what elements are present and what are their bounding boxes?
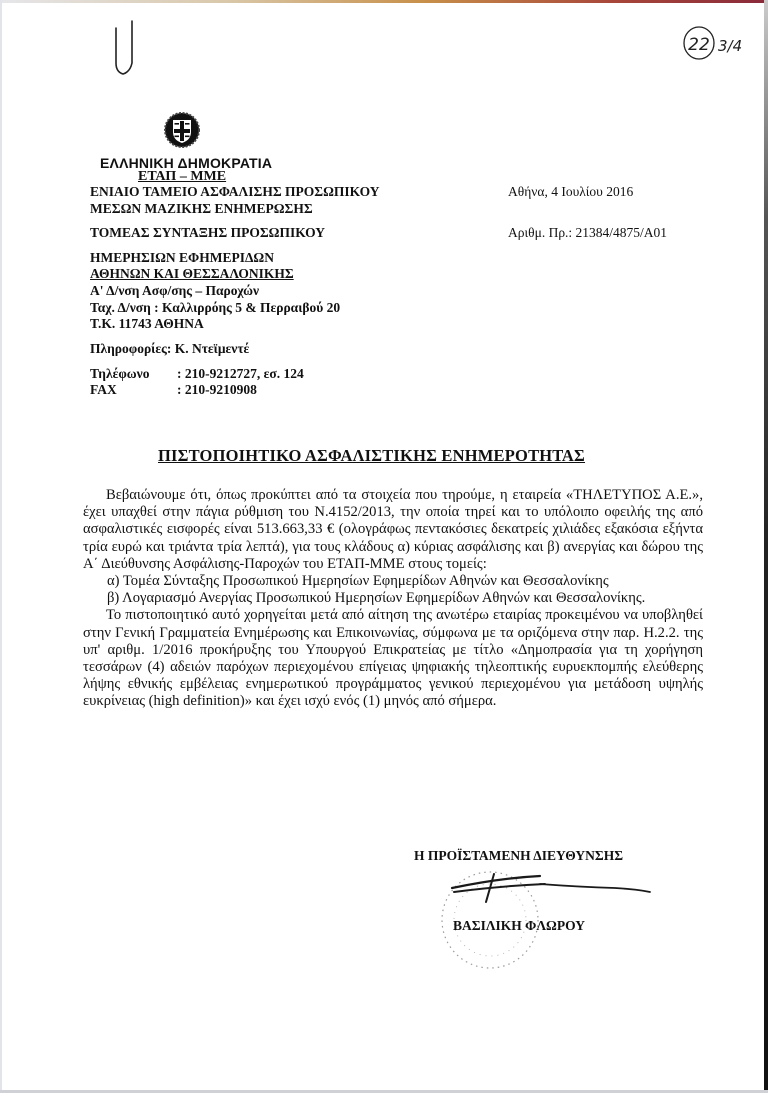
fax-value: : 210-9210908 [177, 382, 257, 397]
agency-short: ΕΤΑΠ – ΜΜΕ [138, 169, 227, 184]
body-list-item-a: α) Τομέα Σύνταξης Προσωπικού Ημερησίων Εφημερίδων Αθηνών και Θεσσαλονίκης [107, 573, 609, 590]
page-number-circled: 22 [688, 35, 710, 55]
body-paragraph-1: Βεβαιώνουμε ότι, όπως προκύπτει από τα στοιχεία που τηρούμε, η εταιρεία «ΤΗΛΕΤΥΠΟΣ Α.Ε.», έχει υπαχθεί στην πάγια ρύθμιση του Ν.4152/2013, την οποία τηρεί και το υπόλοιπο οφειλής της από ασφαλιστικές εισφορές είναι 513.663,33 € (ολογράφως πεντακόσιες δεκατρείς χιλιάδες εξακόσια εξήντα τρία ευρώ και τριάντα τρία λεπτά), για τους κλάδους α) κύριας ασφάλισης και β) ανεργίας και δώρου της Α΄ Διεύθυνσης Ασφάλισης-Παροχών του ΕΤΑΠ-ΜΜΕ στους τομείς: [83, 487, 703, 572]
sector-heading: ΤΟΜΕΑΣ ΣΥΝΤΑΞΗΣ ΠΡΟΣΩΠΙΚΟΥ [90, 225, 326, 240]
page-fraction: 3/4 [718, 37, 743, 55]
document-date: Αθήνα, 4 Ιουλίου 2016 [508, 184, 634, 199]
postal-address: Ταχ. Δ/νση : Καλλιρρόης 5 & Περραιβού 20 [90, 300, 341, 315]
agency-full-line-2: ΜΕΣΩΝ ΜΑΖΙΚΗΣ ΕΝΗΜΕΡΩΣΗΣ [90, 201, 313, 216]
scan-top-edge [0, 0, 768, 3]
document-title: ΠΙΣΤΟΠΟΙΗΤΙΚΟ ΑΣΦΑΛΙΣΤΙΚΗΣ ΕΝΗΜΕΡΟΤΗΤΑΣ [158, 446, 586, 465]
agency-full-line-1: ΕΝΙΑΙΟ ΤΑΜΕΙΟ ΑΣΦΑΛΙΣΗΣ ΠΡΟΣΩΠΙΚΟΥ [90, 184, 380, 199]
handwritten-signature [440, 870, 660, 910]
contact-info: Πληροφορίες: Κ. Ντεϊμεντέ [90, 341, 250, 356]
scan-right-edge [764, 0, 768, 1093]
phone-label: Τηλέφωνο [90, 366, 150, 381]
greek-coat-of-arms-icon [162, 110, 202, 150]
handwritten-mark [113, 18, 135, 78]
protocol-number: Αριθμ. Πρ.: 21384/4875/Α01 [508, 225, 668, 240]
sector-line-2: ΗΜΕΡΗΣΙΩΝ ΕΦΗΜΕΡΙΔΩΝ [90, 250, 274, 265]
fax-label: FAX [90, 382, 117, 397]
signatory-name: ΒΑΣΙΛΙΚΗ ΦΛΩΡΟΥ [453, 918, 585, 933]
scan-left-edge [0, 0, 2, 1093]
phone-value: : 210-9212727, εσ. 124 [177, 366, 304, 381]
body-paragraph-2: Το πιστοποιητικό αυτό χορηγείται μετά από αίτηση της ανωτέρω εταιρίας προκειμένου να υποβληθεί στην Γενική Γραμματεία Ενημέρωσης και Επικοινωνίας, σύμφωνα με τα οριζόμενα στην παρ. Η.2.2. της υπ' αριθμ. 1/2016 προκήρυξης του Υπουργού Επικρατείας με τίτλο «Δημοπρασία για τη χορήγηση τεσσάρων (4) αδειών παρόχων περιεχομένου επίγειας ψηφιακής τηλεοπτικής ευρυεκπομπής ελεύθερης λήψης εθνικής εμβέλειας ενημερωτικού προγράμματος γενικού περιεχομένου για μετάδοση υψηλής ευκρίνειας (high definition)» και έχει ισχύ ενός (1) μηνός από σήμερα. [83, 607, 703, 710]
country-heading: ΕΛΛΗΝΙΚΗ ΔΗΜΟΚΡΑΤΙΑ [100, 155, 273, 171]
body-list-item-b: β) Λογαριασμό Ανεργίας Προσωπικού Ημερησίων Εφημερίδων Αθηνών και Θεσσαλονίκης. [107, 590, 646, 607]
department: Α' Δ/νση Ασφ/σης – Παροχών [90, 283, 260, 298]
sector-line-3: ΑΘΗΝΩΝ ΚΑΙ ΘΕΣΣΑΛΟΝΙΚΗΣ [90, 266, 294, 281]
document-body [83, 487, 703, 711]
postal-code: Τ.Κ. 11743 ΑΘΗΝΑ [90, 316, 204, 331]
page-number-annotation [680, 24, 760, 74]
signatory-role: Η ΠΡΟΪΣΤΑΜΕΝΗ ΔΙΕΥΘΥΝΣΗΣ [414, 848, 624, 863]
